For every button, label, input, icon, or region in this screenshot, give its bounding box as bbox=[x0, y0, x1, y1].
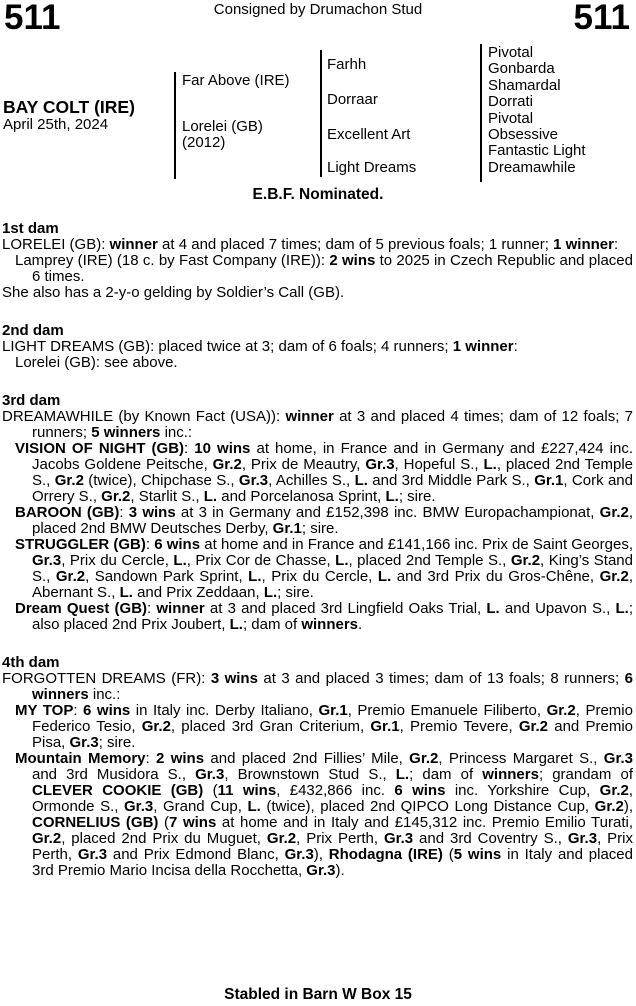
granddam-name: Light Dreams bbox=[327, 159, 417, 176]
great-grandparent-name: Shamardal bbox=[488, 76, 561, 94]
pedigree-paragraph: VISION OF NIGHT (GB): 10 wins at home, in France and in Germany and £227,424 inc. Jacobs Goldene Peitsche, Gr.2, Prix de Meautry, Gr.3, Hopeful S., L., placed 2nd Temple S., Gr.2 (twice), Chipchase S., Gr.3, Achilles S., L. and 3rd Middle Park S., Gr.1, Cork and Orrery S., Gr.2, Starlit S., L. and Porcelanosa Sprint, L.; sire. bbox=[15, 440, 633, 505]
pedigree-paragraph: Lamprey (IRE) (18 c. by Fast Company (IRE)): 2 wins to 2025 in Czech Republic and placed 6 times. bbox=[15, 252, 633, 285]
consignor-line: Consigned by Drumachon Stud bbox=[213, 1, 423, 18]
great-grandparent-name: Dreamawhile bbox=[488, 158, 576, 176]
dam-sections bbox=[2, 221, 633, 879]
pedigree-paragraph: Dream Quest (GB): winner at 3 and placed 3rd Lingfield Oaks Trial, L. and Upavon S., L.; also placed 2nd Prix Joubert, L.; dam of winners. bbox=[15, 600, 633, 633]
lot-number-left: 511 bbox=[4, 0, 61, 37]
pedigree-paragraph: DREAMAWHILE (by Known Fact (USA)): winner at 3 and placed 4 times; dam of 12 foals; 7 runners; 5 winners inc.: bbox=[2, 408, 633, 441]
great-grandparent-name: Fantastic Light bbox=[488, 142, 586, 160]
dam-section-heading: 2nd dam bbox=[2, 322, 64, 339]
pedigree-rule-grandparents bbox=[320, 50, 322, 177]
foaling-date: April 25th, 2024 bbox=[3, 116, 109, 133]
great-grandparents-list bbox=[488, 45, 586, 176]
pedigree-paragraph: MY TOP: 6 wins in Italy inc. Derby Italiano, Gr.1, Premio Emanuele Filiberto, Gr.2, Premio Federico Tesio, Gr.2, placed 3rd Gran Criterium, Gr.1, Premio Tevere, Gr.2 and Premio Pisa, Gr.3; sire. bbox=[15, 702, 633, 751]
great-grandparent-name: Obsessive bbox=[488, 126, 559, 144]
sire-name: Far Above (IRE) bbox=[182, 72, 290, 89]
great-grandparent-name: Dorrati bbox=[488, 93, 534, 111]
pedigree-paragraph: BAROON (GB): 3 wins at 3 in Germany and £152,398 inc. BMW Europachampionat, Gr.2, placed 2nd BMW Deutsches Derby, Gr.1; sire. bbox=[15, 504, 634, 537]
pedigree-paragraph: Mountain Memory: 2 wins and placed 2nd Fillies’ Mile, Gr.2, Princess Margaret S., Gr.3 and 3rd Musidora S., Gr.3, Brownstown Stud S., L.; dam of winners; grandam of CLEVER COOKIE (GB) (11 wins, £432,866 inc. 6 wins inc. Yorkshire Cup, Gr.2, Ormonde S., Gr.3, Grand Cup, L. (twice), placed 2nd QIPCO Long Distance Cup, Gr.2), CORNELIUS (GB) (7 wins at home and in Italy and £145,312 inc. Premio Emilio Turati, Gr.2, placed 2nd Prix du Muguet, Gr.2, Prix Perth, Gr.3 and 3rd Coventry S., Gr.3, Prix Perth, Gr.3 and Prix Edmond Blanc, Gr.3), Rhodagna (IRE) (5 wins in Italy and placed 3rd Premio Mario Incisa della Rocchetta, Gr.3). bbox=[15, 750, 634, 879]
dam-year: (2012) bbox=[182, 134, 226, 151]
pedigree-paragraph: LORELEI (GB): winner at 4 and placed 7 times; dam of 5 previous foals; 1 runner; 1 winner: bbox=[2, 236, 619, 253]
pedigree-rule-parents bbox=[174, 72, 176, 179]
horse-name: BAY COLT (IRE) bbox=[3, 97, 135, 117]
great-grandparent-name: Pivotal bbox=[488, 44, 534, 61]
pedigree-paragraph: She also has a 2-y-o gelding by Soldier’s Call (GB). bbox=[2, 284, 345, 301]
grandsire-name: Farhh bbox=[327, 56, 367, 73]
stabling-note: Stabled in Barn W Box 15 bbox=[224, 986, 412, 1003]
pedigree-paragraph: FORGOTTEN DREAMS (FR): 3 wins at 3 and placed 3 times; dam of 13 foals; 8 runners; 6 winners inc.: bbox=[2, 670, 633, 703]
horse-identity bbox=[3, 98, 135, 133]
dam-name bbox=[182, 119, 263, 151]
dam-section-heading: 1st dam bbox=[2, 220, 59, 237]
pedigree-paragraph: STRUGGLER (GB): 6 wins at home and in France and £141,166 inc. Prix de Saint Georges, Gr.3, Prix du Cercle, L., Prix Cor de Chasse, L., placed 2nd Temple S., Gr.2, King’s Stand S., Gr.2, Sandown Park Sprint, L., Prix du Cercle, L. and 3rd Prix du Gros-Chêne, Gr.2, Abernant S., L. and Prix Zeddaan, L.; sire. bbox=[15, 536, 633, 601]
pedigree-paragraph: Lorelei (GB): see above. bbox=[15, 354, 178, 371]
dam-section-heading: 3rd dam bbox=[2, 392, 61, 409]
granddam-name: Dorraar bbox=[327, 91, 378, 108]
ebf-note: E.B.F. Nominated. bbox=[252, 186, 384, 203]
pedigree-paragraph: LIGHT DREAMS (GB): placed twice at 3; dam of 6 foals; 4 runners; 1 winner: bbox=[2, 338, 518, 355]
great-grandparent-name: Pivotal bbox=[488, 109, 534, 127]
lot-number-right: 511 bbox=[573, 0, 630, 37]
great-grandparent-name: Gonbarda bbox=[488, 60, 555, 78]
pedigree-rule-great-grandparents bbox=[480, 44, 482, 182]
grandsire-name: Excellent Art bbox=[327, 126, 411, 143]
dam-section-heading: 4th dam bbox=[2, 654, 60, 671]
dam-name-line: Lorelei (GB) bbox=[182, 118, 263, 135]
